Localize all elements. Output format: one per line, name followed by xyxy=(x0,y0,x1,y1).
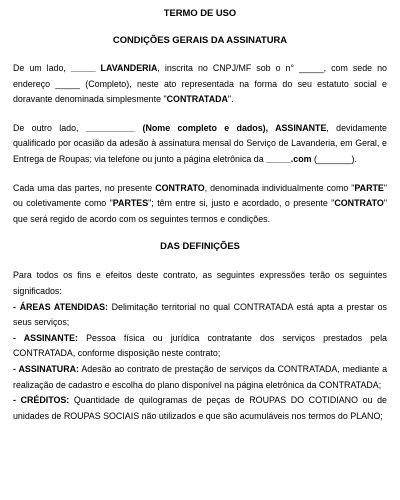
definition-item: - ÁREAS ATENDIDAS: Delimitação territorial no qual CONTRATADA está apta a prestar os seus serviços; xyxy=(13,301,387,328)
paragraph-definitions-intro: Para todos os fins e efeitos deste contrato, as seguintes expressões terão os seguintes significados: xyxy=(13,270,387,296)
definition-item: - ASSINATURA: Adesão ao contrato de prestação de serviços da CONTRATADA, mediante a realização de cadastro e escolha do plano disponível na página eletrônica da CONTRATADA; xyxy=(13,363,387,390)
paragraph-parties: Cada uma das partes, no presente CONTRATO, denominada individualmente como "PARTE" ou coletivamente como "PARTES"; têm entre si, justo e acordado, o presente "CONTRATO" que será regido de acordo com os seguintes termos e condições. xyxy=(13,182,387,224)
section-heading-conditions: CONDIÇÕES GERAIS DA ASSINATURA xyxy=(112,34,288,45)
definition-item: - CRÉDITOS: Quantidade de quilogramas de peças de ROUPAS DO COTIDIANO ou de unidades de ROUPAS SOCIAIS não utilizados e que são acumuláveis nos termos do PLANO; xyxy=(13,395,387,421)
paragraph-subscriber-party: De outro lado, __________ (Nome completo e dados), ASSINANTE, devidamente qualificado por ocasião da adesão à assinatura mensal do Serviço de Lavanderia, em Geral, e Entrega de Roupas; via telefone ou junto a página eletrônica da _____.com (_______). xyxy=(13,122,387,164)
definition-item: - ASSINANTE: Pessoa física ou jurídica contratante dos serviços prestados pela CONTRATADA, conforme disposição neste contrato; xyxy=(13,332,387,359)
paragraph-contracted-party: De um lado, _____ LAVANDERIA, inscrita no CNPJ/MF sob o n° _____, com sede no endereço _____ (Completo), neste ato representada na forma do seu estatuto social e doravante denominada simplesmente "CONTRATADA". xyxy=(13,63,387,105)
section-heading-definitions: DAS DEFINIÇÕES xyxy=(160,240,240,252)
document-title: TERMO DE USO xyxy=(163,7,237,18)
